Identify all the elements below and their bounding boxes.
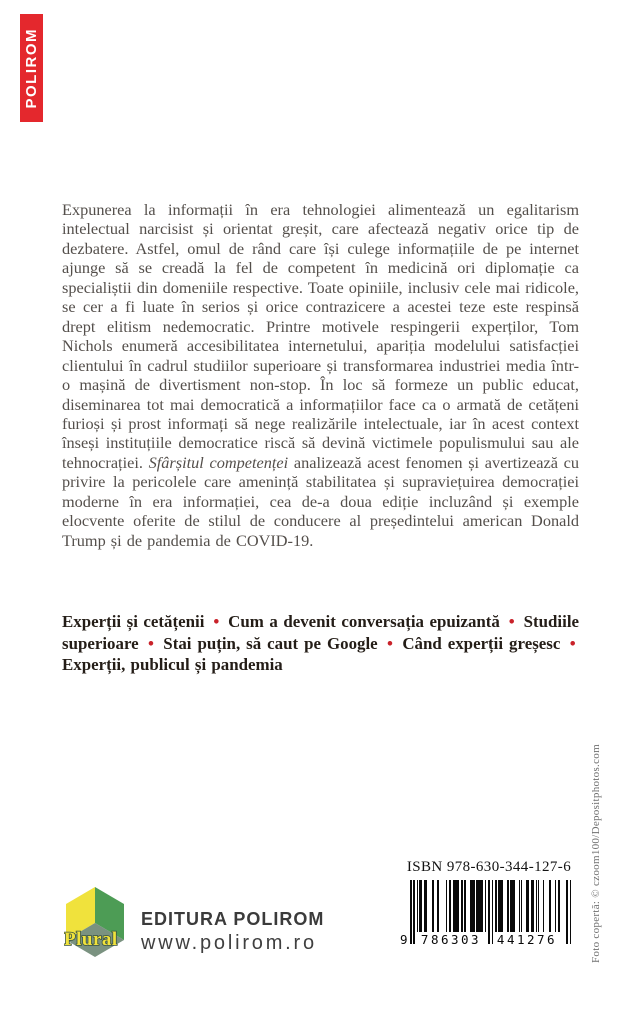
barcode-bar: [461, 880, 463, 932]
polirom-tab-label: POLIROM: [23, 27, 40, 109]
barcode-bar: [485, 880, 487, 932]
barcode-bar: [410, 880, 412, 944]
barcode-bar: [449, 880, 451, 932]
barcode-bar: [502, 880, 504, 932]
plural-logo: [64, 886, 126, 958]
barcode-bar: [495, 880, 497, 932]
barcode-bar: [566, 880, 568, 944]
isbn-block: [402, 859, 576, 950]
barcode: [402, 880, 576, 950]
chapter-item: Experții, publicul și pandemia: [62, 655, 283, 674]
book-title-italic: Sfârșitul competenței: [148, 452, 289, 472]
publisher-block: [141, 909, 324, 955]
barcode-bar: [532, 880, 534, 932]
photo-credit: Foto copertă: © czoom100/Depositphotos.com: [590, 744, 602, 963]
chapter-bullet: •: [204, 612, 229, 631]
barcode-bar: [437, 880, 439, 932]
barcode-bar: [488, 880, 490, 944]
chapter-item: Cum a devenit conversația epuizantă: [228, 612, 500, 631]
synopsis-text-end: analizează acest fenomen și avertizează cu privire la pericolele care amenință stabilitatea și supraviețuirea democrației moderne în era informației, cea de-a doua ediție incluzând și exemple elocvente oferite de stilul de conducere al președintelui american Donald Trump și de pandemia de COVID-19.: [62, 452, 579, 550]
barcode-digit-group2: 441276: [496, 932, 558, 947]
plural-logo-text: Plural: [64, 929, 118, 950]
barcode-bar: [425, 880, 427, 932]
chapter-item: Experții și cetățenii: [62, 612, 205, 631]
chapter-item: Studiile superioare: [62, 612, 580, 653]
polirom-spine-tab: [20, 14, 43, 122]
barcode-bar: [527, 880, 529, 932]
barcode-bar: [514, 880, 516, 932]
barcode-bar: [432, 880, 434, 932]
publisher-name: EDITURA POLIROM: [141, 909, 325, 929]
barcode-bar: [549, 880, 551, 932]
barcode-bar: [420, 880, 422, 932]
barcode-bar: [555, 880, 557, 932]
chapter-bullet: •: [377, 633, 403, 653]
synopsis-text-start: Expunerea la informații în era tehnologiei alimentează un egalitarism intelectual narcisist și orientat greșit, care afectează negativ orice tip de dezbatere. Astfel, omul de rând care își culege informațiile de pe internet ajunge să se creadă la fel de competent în medicină ori diplomație ca specialiștii din domeniile respective. Toate opiniile, inclusiv cele mai ridicole, se cer a fi luate în serios și orice contrazicere a acestei teze este respinsă drept elitism nedemocratic. Printre motivele respingerii experților, Tom Nichols enumeră accesibilitatea internetului, apariția modelului satisfacției clientului în cadrul studiilor superioare și transformarea industriei media într-o mașină de divertisment non-stop. În loc să formeze un public educat, diseminarea tot mai democratică a informațiilor face ca o armată de cetățeni furioși și prost informați să nege realizările intelectuale, iar în acest context înseși instituțiile democratice riscă să devină victimele populismului sau ale tehnocrației.: [62, 200, 579, 472]
barcode-bar: [521, 880, 523, 932]
isbn-label: ISBN 978-630-344-127-6: [406, 859, 572, 875]
barcode-bar: [413, 880, 415, 944]
chapter-bullet: •: [499, 612, 524, 631]
barcode-bar: [464, 880, 466, 932]
chapter-list: [62, 611, 579, 676]
barcode-bar: [570, 880, 572, 944]
barcode-bar: [538, 880, 540, 932]
barcode-bar: [507, 880, 509, 932]
synopsis-paragraph: [62, 200, 579, 550]
chapter-item: Când experții greșesc: [402, 633, 561, 653]
chapter-bullet: •: [560, 633, 580, 653]
barcode-bar: [458, 880, 460, 932]
barcode-bar: [446, 880, 448, 932]
barcode-digit-lead: 9: [400, 932, 408, 947]
chapter-bullet: •: [138, 633, 164, 653]
barcode-digit-group1: 786303: [420, 932, 482, 947]
barcode-bar: [558, 880, 560, 932]
barcode-bar: [481, 880, 483, 932]
barcode-bar: [473, 880, 475, 932]
publisher-website: www.polirom.ro: [141, 932, 317, 954]
chapter-item: Stai puțin, să caut pe Google: [163, 633, 378, 653]
barcode-bar: [543, 880, 545, 932]
